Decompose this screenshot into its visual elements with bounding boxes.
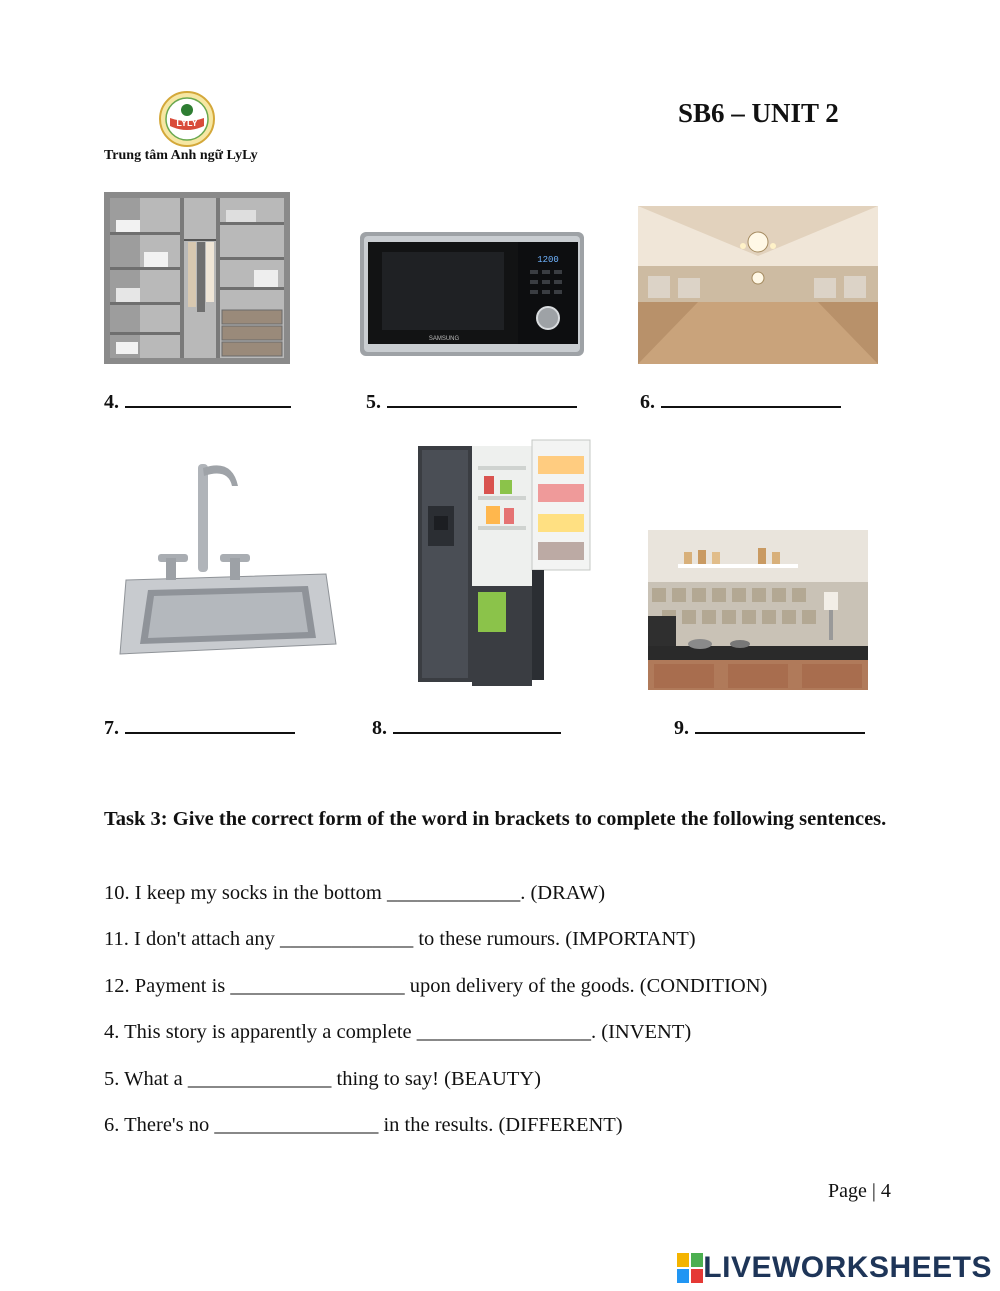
exercise-sentence-5: 5. What a ______________ thing to say! (BEAUTY) <box>104 1068 541 1090</box>
blank-number: 7. <box>104 717 119 739</box>
answer-blank-8 <box>372 714 561 740</box>
school-name: Trung tâm Anh ngữ LyLy <box>104 148 258 163</box>
task-3-heading: Task 3: Give the correct form of the word in brackets to complete the following sentences. <box>104 808 887 830</box>
blank-number: 5. <box>366 391 381 413</box>
exercise-sentence-12: 12. Payment is _________________ upon delivery of the goods. (CONDITION) <box>104 975 768 997</box>
answer-blank-5 <box>366 388 577 414</box>
exercise-sentence-10: 10. I keep my socks in the bottom _____________. (DRAW) <box>104 882 606 904</box>
wardrobe-picture <box>104 192 290 364</box>
answer-line[interactable] <box>695 714 865 734</box>
answer-blank-6 <box>640 388 841 414</box>
blank-number: 4. <box>104 391 119 413</box>
unit-title: SB6 – UNIT 2 <box>678 98 839 128</box>
microwave-display: 1200 <box>537 255 559 265</box>
answer-line[interactable] <box>125 714 295 734</box>
exercise-sentence-11: 11. I don't attach any _____________ to these rumours. (IMPORTANT) <box>104 928 696 950</box>
answer-line[interactable] <box>661 388 841 408</box>
logo-text: LYLY <box>176 118 198 128</box>
microwave-picture <box>358 228 586 360</box>
page-number: Page | 4 <box>828 1180 891 1202</box>
answer-line[interactable] <box>393 714 561 734</box>
liveworksheets-watermark[interactable] <box>677 1252 992 1284</box>
fridge-picture <box>414 436 594 688</box>
sink-picture <box>112 462 340 668</box>
answer-blank-4 <box>104 388 291 414</box>
school-logo <box>158 90 216 148</box>
watermark-text: LIVEWORKSHEETS <box>703 1251 992 1284</box>
blank-number: 6. <box>640 391 655 413</box>
microwave-brand: SAMSUNG <box>428 336 460 342</box>
liveworksheets-logo-icon <box>677 1253 703 1283</box>
kitchen-picture <box>648 530 868 690</box>
blank-number: 8. <box>372 717 387 739</box>
exercise-sentence-6: 6. There's no ________________ in the results. (DIFFERENT) <box>104 1114 623 1136</box>
exercise-sentence-4: 4. This story is apparently a complete _________________. (INVENT) <box>104 1021 692 1043</box>
answer-blank-9 <box>674 714 865 740</box>
answer-blank-7 <box>104 714 295 740</box>
blank-number: 9. <box>674 717 689 739</box>
answer-line[interactable] <box>125 388 291 408</box>
answer-line[interactable] <box>387 388 577 408</box>
hall-picture <box>638 206 878 364</box>
